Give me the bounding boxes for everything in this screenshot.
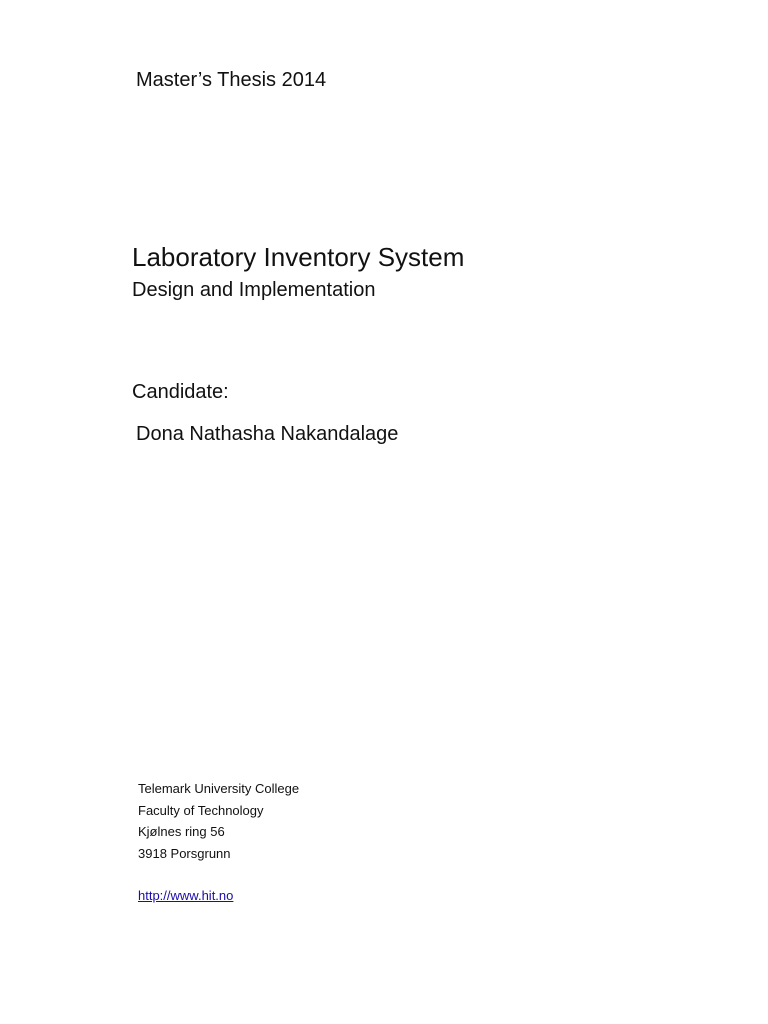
thesis-label: Master’s Thesis 2014 — [136, 69, 327, 91]
thesis-title: Laboratory Inventory System — [132, 242, 465, 272]
candidate-label: Candidate: — [132, 381, 229, 403]
postal-city: 3918 Porsgrunn — [138, 845, 231, 861]
thesis-subtitle: Design and Implementation — [132, 279, 376, 301]
faculty-name: Faculty of Technology — [138, 802, 264, 818]
institution-address — [138, 779, 299, 865]
street-address: Kjølnes ring 56 — [138, 824, 225, 839]
institution-name: Telemark University College — [138, 781, 300, 796]
candidate-name: Dona Nathasha Nakandalage — [136, 423, 399, 445]
website-link[interactable]: http://www.hit.no — [138, 888, 234, 903]
